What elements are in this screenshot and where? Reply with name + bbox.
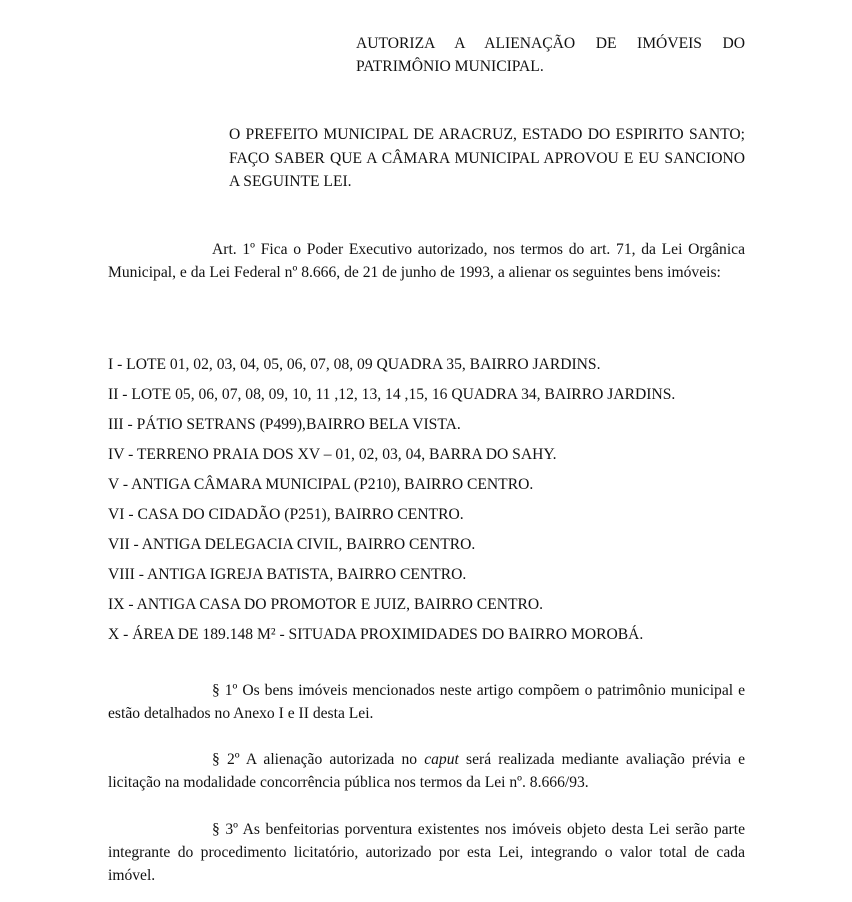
list-item: VI - CASA DO CIDADÃO (P251), BAIRRO CENTRO. xyxy=(108,506,464,523)
property-list xyxy=(108,350,808,650)
list-item: IX - ANTIGA CASA DO PROMOTOR E JUIZ, BAIRRO CENTRO. xyxy=(108,596,544,613)
list-item: I - LOTE 01, 02, 03, 04, 05, 06, 07, 08, 09 QUADRA 35, BAIRRO JARDINS. xyxy=(108,356,601,373)
paragraph-2-text-start: § 2º A alienação autorizada no xyxy=(212,751,425,768)
paragraph-3: § 3º As benfeitorias porventura existentes nos imóveis objeto desta Lei serão parte integrante do procedimento licitatório, autorizado por esta Lei, integrando o valor total de cada imóvel. xyxy=(108,821,745,884)
list-item: II - LOTE 05, 06, 07, 08, 09, 10, 11 ,12, 13, 14 ,15, 16 QUADRA 34, BAIRRO JARDINS. xyxy=(108,386,676,403)
list-item: V - ANTIGA CÂMARA MUNICIPAL (P210), BAIRRO CENTRO. xyxy=(108,476,534,493)
article-1: Art. 1º Fica o Poder Executivo autorizado, nos termos do art. 71, da Lei Orgânica Municipal, e da Lei Federal nº 8.666, de 21 de junho de 1993, a alienar os seguintes bens imóveis: xyxy=(108,241,745,281)
list-item: III - PÁTIO SETRANS (P499),BAIRRO BELA VISTA. xyxy=(108,416,461,433)
list-item: VII - ANTIGA DELEGACIA CIVIL, BAIRRO CENTRO. xyxy=(108,536,476,553)
paragraph-2 xyxy=(108,748,745,794)
list-item: VIII - ANTIGA IGREJA BATISTA, BAIRRO CENTRO. xyxy=(108,566,467,583)
caput-term: caput xyxy=(424,751,459,768)
law-summary: AUTORIZA A ALIENAÇÃO DE IMÓVEIS DO PATRIMÔNIO MUNICIPAL. xyxy=(356,35,745,75)
paragraph-2-text-end: será realizada mediante avaliação prévia e licitação na modalidade concorrência pública nos termos da Lei nº. 8.666/93. xyxy=(108,751,745,791)
paragraph-1: § 1º Os bens imóveis mencionados neste artigo compõem o patrimônio municipal e estão detalhados no Anexo I e II desta Lei. xyxy=(108,682,745,722)
law-preamble: O PREFEITO MUNICIPAL DE ARACRUZ, ESTADO DO ESPIRITO SANTO; FAÇO SABER QUE A CÂMARA MUNICIPAL APROVOU E EU SANCIONO A SEGUINTE LEI. xyxy=(229,126,745,190)
list-item: X - ÁREA DE 189.148 M² - SITUADA PROXIMIDADES DO BAIRRO MOROBÁ. xyxy=(108,626,644,643)
list-item: IV - TERRENO PRAIA DOS XV – 01, 02, 03, 04, BARRA DO SAHY. xyxy=(108,446,557,463)
